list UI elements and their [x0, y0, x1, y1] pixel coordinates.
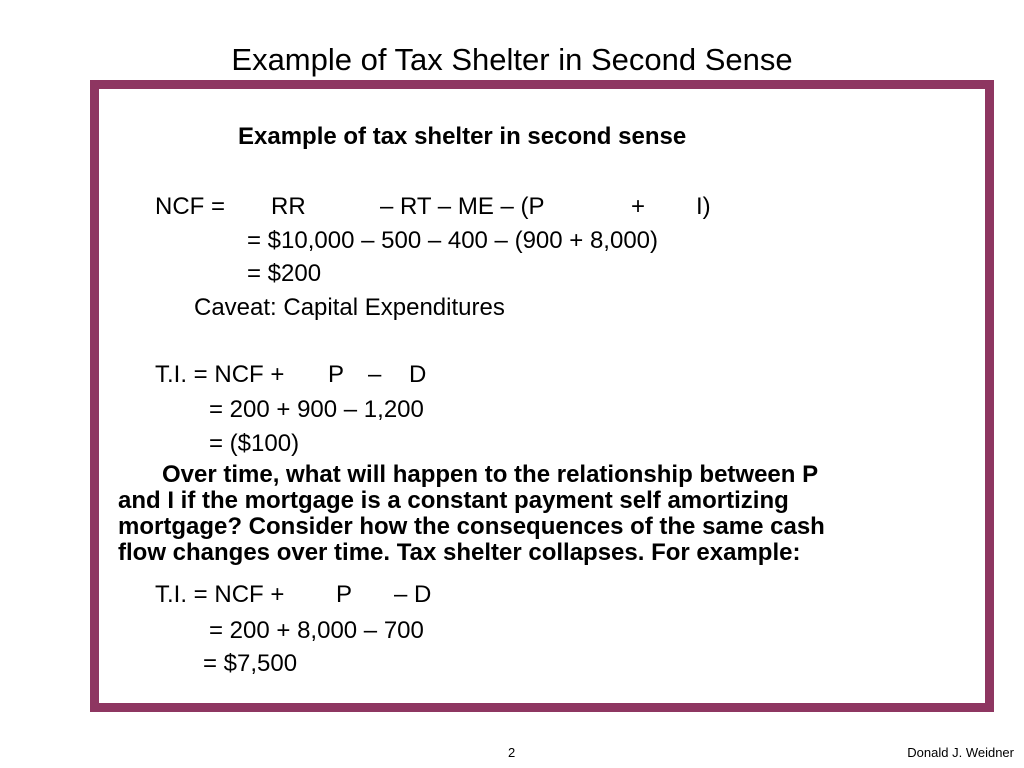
ncf-lhs: NCF =	[155, 193, 226, 220]
paragraph-line: mortgage? Consider how the consequences of the same cash	[118, 513, 825, 540]
page-number: 2	[508, 745, 516, 760]
ncf-step2: = $200	[247, 260, 322, 287]
ti1-lhs: T.I. = NCF +	[155, 361, 285, 388]
ncf-interest: I)	[696, 193, 711, 220]
ti1-d: D	[409, 361, 427, 388]
ncf-terms: – RT – ME – (P	[380, 193, 545, 220]
caveat-line: Caveat: Capital Expenditures	[194, 294, 505, 321]
question-paragraph	[118, 462, 978, 566]
ncf-plus: +	[631, 193, 646, 220]
ti2-lhs: T.I. = NCF +	[155, 581, 285, 608]
ncf-step1: = $10,000 – 500 – 400 – (900 + 8,000)	[247, 227, 659, 254]
ti2-step1: = 200 + 8,000 – 700	[209, 617, 424, 644]
ti1-minus: –	[368, 361, 382, 388]
ti2-step2: = $7,500	[203, 650, 298, 677]
paragraph-line: and I if the mortgage is a constant payment self amortizing	[118, 487, 789, 514]
ti2-p: P	[336, 581, 353, 608]
ti1-step1: = 200 + 900 – 1,200	[209, 396, 424, 423]
paragraph-line: Over time, what will happen to the relationship between P	[162, 461, 819, 488]
paragraph-line: flow changes over time. Tax shelter collapses. For example:	[118, 539, 801, 566]
ti2-tail: – D	[394, 581, 432, 608]
box-heading: Example of tax shelter in second sense	[238, 123, 687, 150]
ti1-p: P	[328, 361, 345, 388]
slide-title: Example of Tax Shelter in Second Sense	[231, 42, 793, 77]
footer-author: Donald J. Weidner	[907, 745, 1014, 760]
ncf-rr: RR	[271, 193, 306, 220]
ti1-step2: = ($100)	[209, 430, 300, 457]
